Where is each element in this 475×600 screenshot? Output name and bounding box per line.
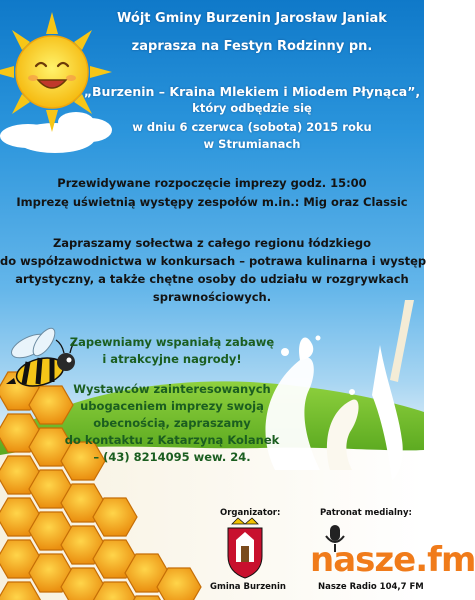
event-name: „Burzenin – Kraina Mlekiem i Miodem Płynąca”, [83, 84, 421, 99]
prizes-line: i atrakcyjne nagrody! [102, 352, 242, 366]
event-info-line: który odbędzie się [192, 101, 312, 115]
organizer-label: Organizator: [220, 508, 281, 518]
organizer-name: Gmina Burzenin [210, 582, 286, 592]
patron-name: Nasze Radio 104,7 FM [318, 582, 424, 592]
exhibitors-line: obecnością, zapraszamy [93, 416, 251, 430]
event-date: w dniu 6 czerwca (sobota) 2015 roku [132, 120, 372, 134]
invitation-paragraph-line: Zapraszamy sołectwa z całego regionu łódzkiego [52, 236, 372, 250]
exhibitors-line: ubogaceniem imprezy swoją [80, 399, 264, 413]
invitation-paragraph-line: do współzawodnictwa w konkursach – potrawa kulinarna i występ [0, 254, 427, 268]
exhibitors-line: Wystawców zainteresowanych [73, 382, 271, 396]
nasze-fm-logo: nasze.fm [310, 540, 475, 580]
prizes-line: Zapewniamy wspaniałą zabawę [69, 335, 275, 349]
invitation-paragraph-line: artystyczny, a także chętne osoby do udziału w rozgrywkach [15, 272, 409, 286]
event-location: w Strumianach [203, 137, 301, 151]
exhibitors-contact-phone: – (43) 8214095 wew. 24. [93, 450, 251, 464]
start-time: Przewidywane rozpoczęcie imprezy godz. 15:00 [57, 176, 367, 190]
bands-info: Imprezę uświetnią występy zespołów m.in.: Mig oraz Classic [16, 195, 408, 209]
patron-label: Patronat medialny: [320, 508, 412, 518]
invitation-title-line: zaprasza na Festyn Rodzinny pn. [131, 39, 373, 54]
invitation-paragraph-line: sprawnościowych. [152, 290, 272, 304]
invitation-title-line: Wójt Gminy Burzenin Jarosław Janiak [117, 11, 387, 26]
exhibitors-line: do kontaktu z Katarzyną Kolanek [64, 433, 280, 447]
